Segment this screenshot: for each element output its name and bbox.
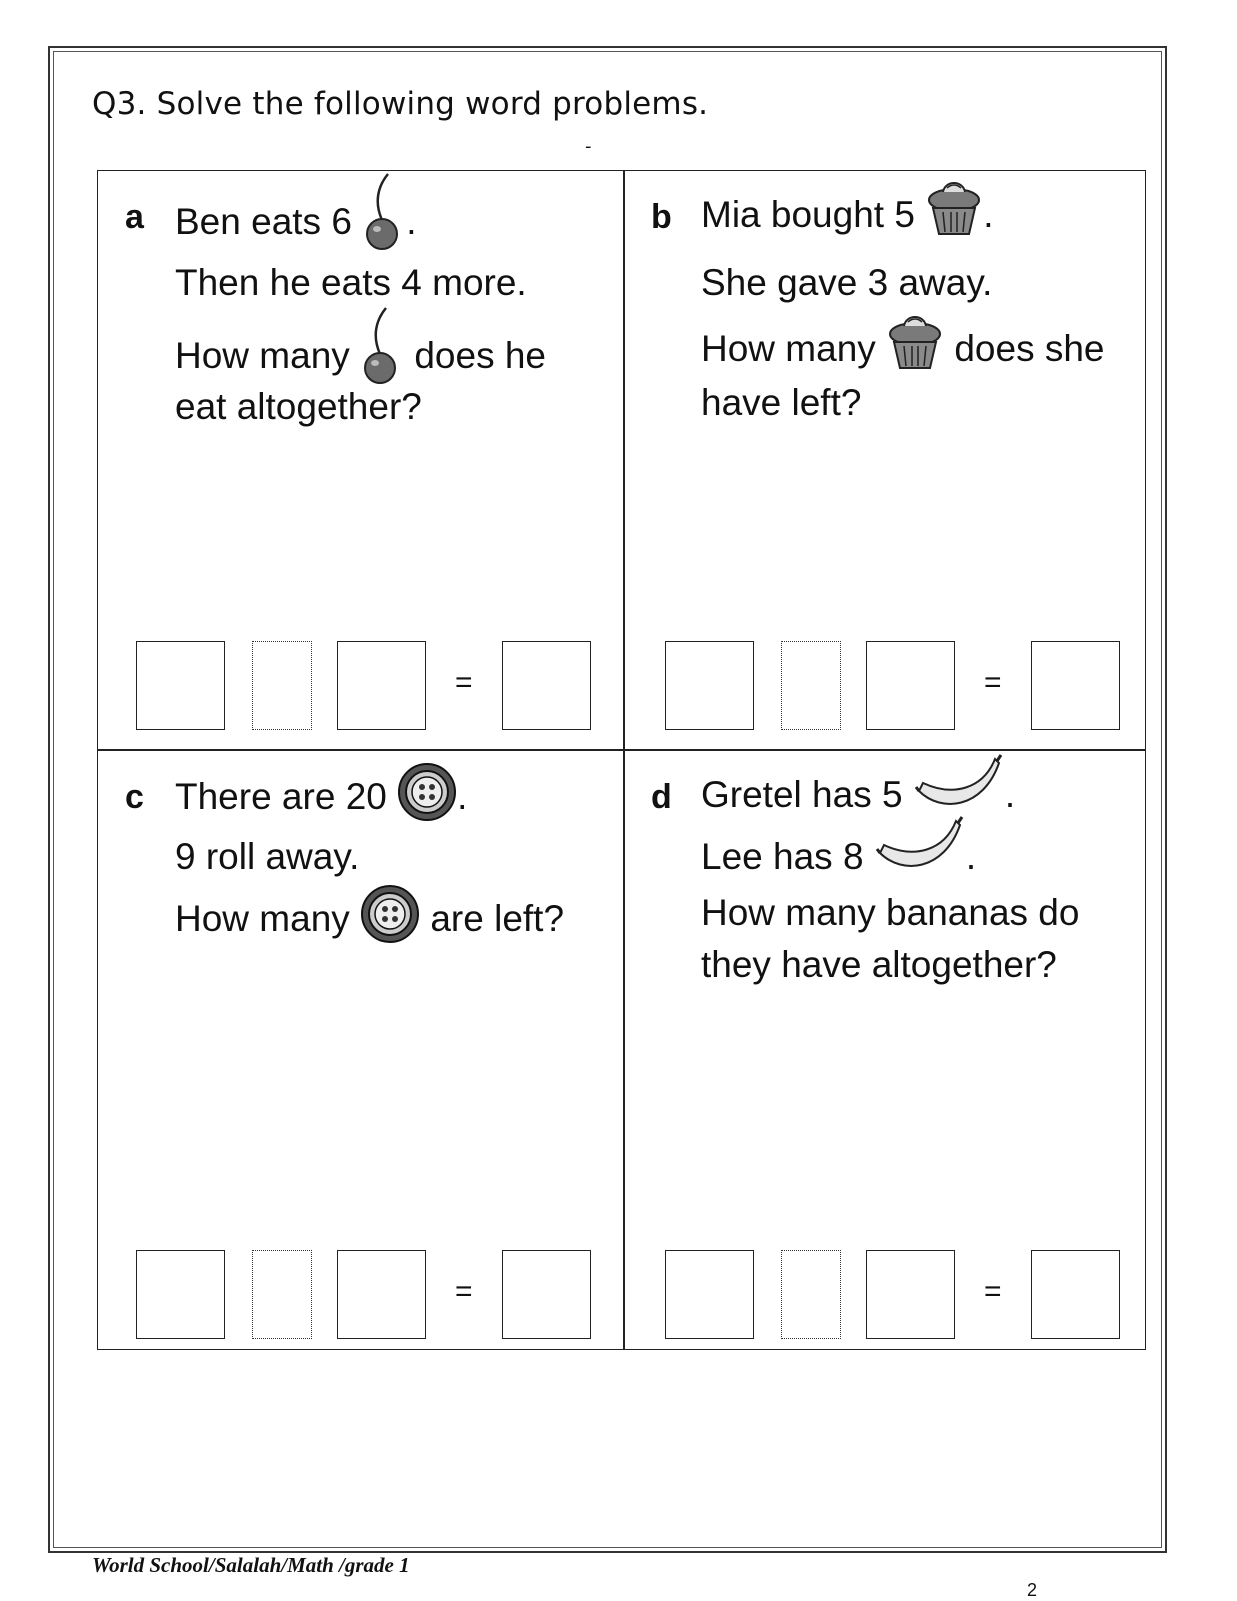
problem-line <box>701 330 1105 372</box>
result-box[interactable] <box>502 641 591 730</box>
result-box[interactable] <box>1031 641 1120 730</box>
result-box[interactable] <box>502 1250 591 1339</box>
problem-line <box>175 776 467 822</box>
problem-line <box>175 196 416 252</box>
problem-text: does she <box>954 328 1105 369</box>
cupcake-icon <box>925 176 983 238</box>
problem-line <box>175 330 546 386</box>
answer-box[interactable] <box>136 641 225 730</box>
problem-text: . <box>983 194 994 235</box>
problem-line: eat altogether? <box>175 386 422 427</box>
problem-text: Ben eats 6 <box>175 200 352 242</box>
footer-school: World School/Salalah/Math /grade 1 <box>92 1553 410 1577</box>
problem-text: . <box>965 836 977 877</box>
equals-sign: = <box>455 1275 473 1308</box>
operator-box[interactable] <box>781 641 841 730</box>
answer-box[interactable] <box>136 1250 225 1339</box>
problem-text: . <box>457 775 468 817</box>
banana-icon <box>874 815 966 877</box>
answer-box[interactable] <box>665 641 754 730</box>
answer-box[interactable] <box>337 641 426 730</box>
equals-sign: = <box>455 666 473 699</box>
cherry-icon <box>360 306 404 386</box>
equals-sign: = <box>984 1275 1002 1308</box>
operator-box[interactable] <box>252 641 312 730</box>
problem-line <box>175 898 564 944</box>
grid-vertical-divider <box>623 170 625 1350</box>
problem-text: Lee has 8 <box>701 836 864 877</box>
problem-line: How many bananas do <box>701 892 1080 933</box>
problem-line <box>701 776 1015 815</box>
problem-line <box>701 196 994 238</box>
cupcake-icon <box>886 310 944 372</box>
answer-box[interactable] <box>665 1250 754 1339</box>
result-box[interactable] <box>1031 1250 1120 1339</box>
answer-box[interactable] <box>866 1250 955 1339</box>
question-title: Q3. Solve the following word problems. <box>92 86 709 122</box>
page-number: 2 <box>1027 1580 1038 1600</box>
problem-line: have left? <box>701 382 862 423</box>
problem-line: they have altogether? <box>701 944 1057 985</box>
stray-mark: - <box>585 136 592 157</box>
problem-line <box>701 838 976 877</box>
answer-box[interactable] <box>337 1250 426 1339</box>
problem-line: 9 roll away. <box>175 836 360 877</box>
problem-text: . <box>406 200 417 242</box>
answer-box[interactable] <box>866 641 955 730</box>
problem-letter: b <box>651 198 672 236</box>
problem-letter: c <box>125 778 144 816</box>
equals-sign: = <box>984 666 1002 699</box>
problem-text: . <box>1004 774 1016 815</box>
operator-box[interactable] <box>781 1250 841 1339</box>
problem-text: are left? <box>430 897 565 939</box>
problem-text: How many <box>175 334 350 376</box>
banana-icon <box>913 753 1005 815</box>
problem-text: Gretel has 5 <box>701 774 903 815</box>
button-icon <box>360 884 420 944</box>
problem-text: There are 20 <box>175 775 387 817</box>
operator-box[interactable] <box>252 1250 312 1339</box>
problem-text: How many <box>701 328 876 369</box>
problem-line: She gave 3 away. <box>701 262 993 303</box>
problem-text: Mia bought 5 <box>701 194 915 235</box>
cherry-icon <box>362 172 406 252</box>
button-icon <box>397 762 457 822</box>
grid-horizontal-divider <box>97 749 1146 751</box>
problem-letter: d <box>651 778 672 816</box>
problem-letter: a <box>125 198 144 236</box>
problem-text: does he <box>414 334 547 376</box>
problem-text: How many <box>175 897 350 939</box>
problem-line: Then he eats 4 more. <box>175 262 527 303</box>
